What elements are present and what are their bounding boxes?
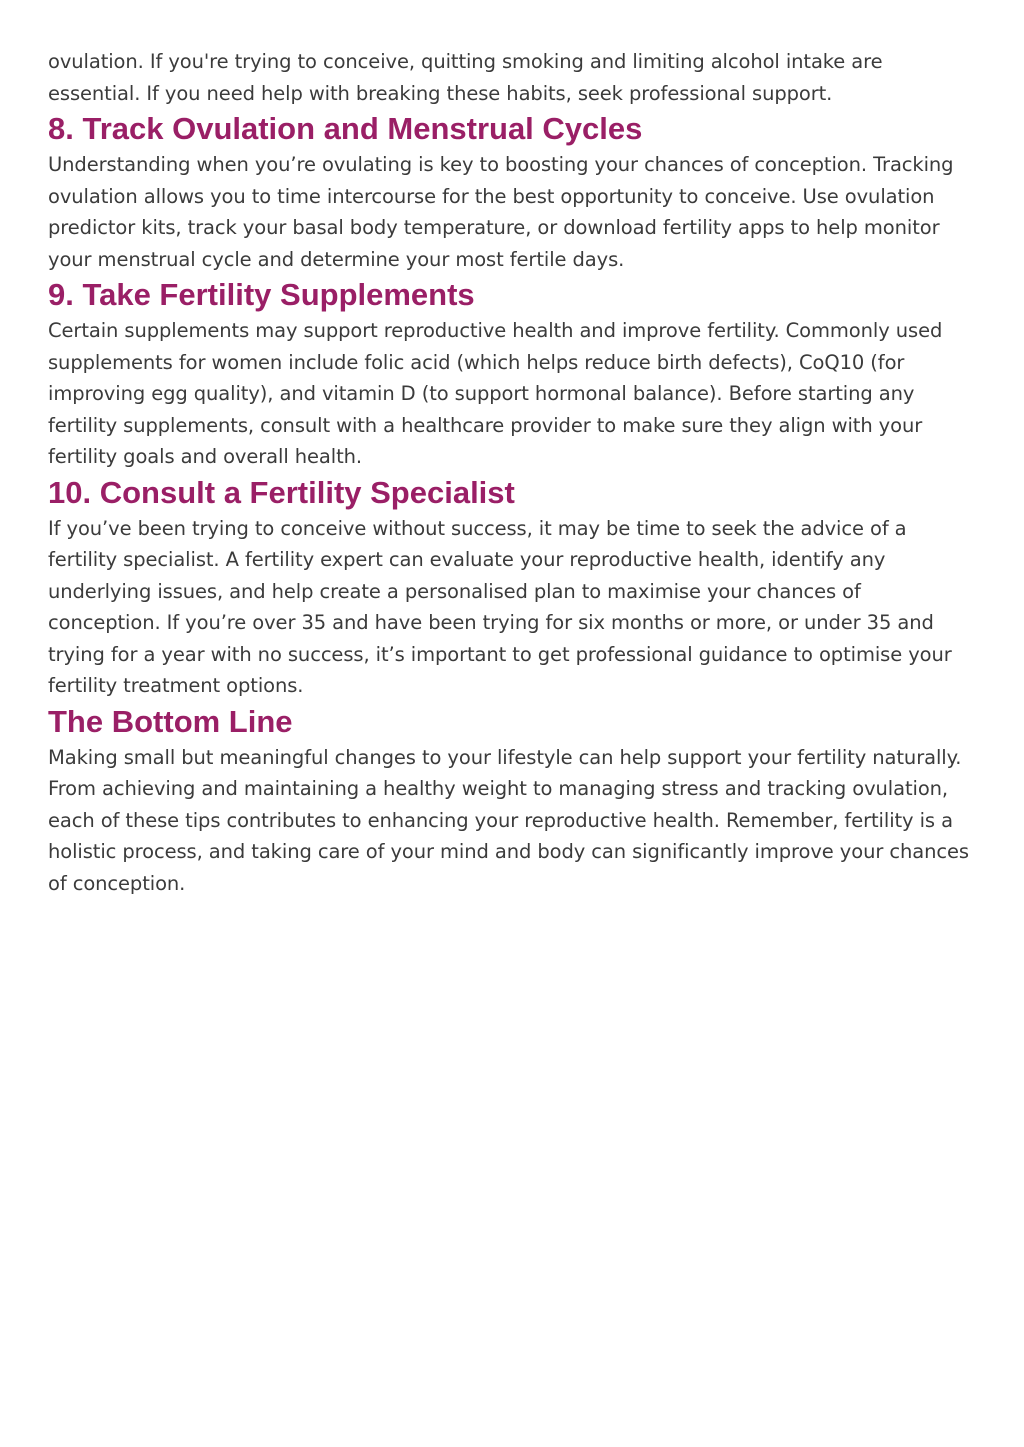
section-body-track-ovulation: Understanding when you’re ovulating is key to boosting your chances of conception. Tracking ovulation allows you to time intercourse for the best opportunity to conceive. Use ovulation predictor kits, track your basal body temperature, or download fertility apps to help monitor your menstrual cycle and determine your most fertile days.: [48, 153, 954, 271]
intro-paragraph: ovulation. If you're trying to conceive, quitting smoking and limiting alcohol intake are essential. If you need help with breaking these habits, seek professional support.: [48, 50, 883, 105]
section-heading-fertility-supplements: 9. Take Fertility Supplements: [48, 277, 475, 312]
section-heading-track-ovulation: 8. Track Ovulation and Menstrual Cycles: [48, 111, 643, 146]
section-body-bottom-line: Making small but meaningful changes to your lifestyle can help support your fertility naturally. From achieving and maintaining a healthy weight to managing stress and tracking ovulation, each of these tips contributes to enhancing your reproductive health. Remember, fertility is a holistic process, and taking care of your mind and body can significantly improve your chances of conception.: [48, 745, 969, 895]
section-body-fertility-specialist: If you’ve been trying to conceive without success, it may be time to seek the advice of a fertility specialist. A fertility expert can evaluate your reproductive health, identify any underlying issues, and help create a personalised plan to maximise your chances of conception. If you’re over 35 and have been trying for six months or more, or under 35 and trying for a year with no success, it’s important to get professional guidance to optimise your fertility treatment options.: [48, 516, 952, 697]
section-heading-bottom-line: The Bottom Line: [48, 703, 293, 739]
section-body-fertility-supplements: Certain supplements may support reproductive health and improve fertility. Commonly used supplements for women include folic acid (which helps reduce birth defects), CoQ10 (for improving egg quality), and vitamin D (to support hormonal balance). Before starting any fertility supplements, consult with a healthcare provider to make sure they align with your fertility goals and overall health.: [48, 319, 943, 468]
section-heading-fertility-specialist: 10. Consult a Fertility Specialist: [48, 474, 515, 510]
article-content: [48, 46, 978, 899]
